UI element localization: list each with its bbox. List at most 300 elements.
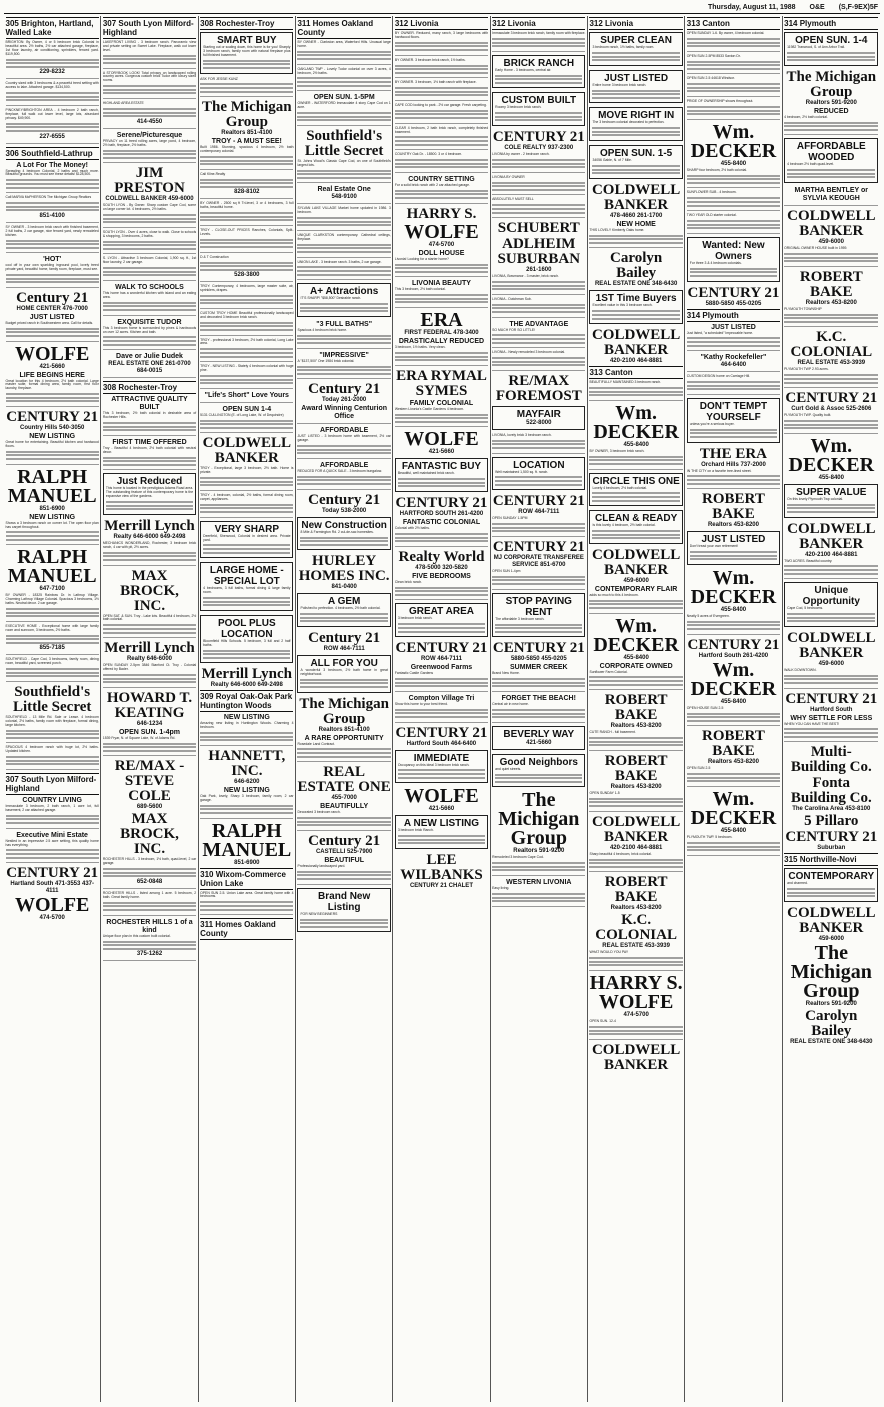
broker-logo — [492, 374, 585, 404]
broker-name: ROBERT BAKE — [702, 491, 765, 523]
ad-body: 34056 Gable, N. of 7 Mile. — [592, 158, 632, 163]
broker-logo — [687, 566, 780, 614]
classified-ad — [492, 457, 585, 491]
broker-name: CENTURY 21 — [492, 640, 585, 657]
ad-body: Don't tread your own retirement! — [689, 544, 739, 549]
broker-logo — [103, 569, 196, 614]
ad-text-lines — [687, 197, 780, 206]
broker-contact: Today 538-2000 — [322, 507, 367, 514]
ad-title: OPEN SUN. 1-4pm — [118, 728, 181, 736]
ad-title: 'HOT' — [43, 256, 62, 264]
ad-title: VERY SHARP — [214, 523, 280, 535]
section-heading: 313 Canton — [687, 17, 780, 30]
broker-name: CENTURY 21 — [785, 690, 878, 707]
ad-text-lines — [297, 51, 390, 60]
broker-name: ROBERT BAKE — [604, 874, 668, 906]
ad-title: WESTERN LIVONIA — [506, 879, 572, 887]
column-2 — [101, 16, 198, 1402]
classified-ad — [784, 187, 878, 206]
ad-body: TWO YEAR OLD starter colonial. — [686, 213, 737, 218]
ad-text-lines — [687, 842, 780, 851]
broker-contact: MJ CORPORATE TRANSFEREE SERVICE 851-6700 — [493, 554, 584, 568]
ad-title: LOCATION — [513, 459, 565, 471]
ad-phone: 548-9100 — [331, 194, 357, 201]
classified-ad — [297, 160, 390, 184]
classified-ad — [297, 321, 390, 349]
ad-title: OPEN SUN. 1-5PM — [313, 94, 375, 102]
ad-body: adds so much to this 4 bedroom. — [589, 592, 639, 597]
classified-ad — [6, 372, 99, 408]
ad-body: 8 Mile & Farmington Rd. 2 cul-de-sac homesites. — [300, 529, 374, 534]
broker-name: LEE WILBANKS — [400, 851, 483, 883]
broker-contact: Curt Gold & Assoc 525-2606 — [791, 406, 872, 413]
ad-body: Sharp beautiful 4 bedroom, brick colonial. — [589, 851, 652, 856]
broker-contact: Realty 646-6000 — [126, 656, 173, 663]
classified-ad — [492, 298, 585, 318]
ad-body: TROY - NEW LISTING - Stately 4 bedroom colonial with huge pine. — [200, 364, 294, 373]
ad-text-lines — [395, 414, 488, 423]
section-heading: 312 Livonia — [492, 17, 585, 30]
broker-contact: The Carolina Area 453-8100 — [792, 806, 871, 813]
ad-text-lines — [297, 244, 390, 253]
ad-title: AFFORDABLE — [320, 427, 369, 435]
classified-ad — [784, 715, 878, 743]
broker-logo — [687, 658, 780, 706]
ad-text-lines — [6, 123, 99, 132]
classified-ad — [589, 951, 682, 971]
ad-body: TROY: Contemporary, 4 bedrooms, large master suite, air, sprinklers, drapes. — [200, 284, 294, 293]
broker-logo — [297, 631, 390, 653]
ad-body: PLYMOUTH TOWNSHIP — [784, 306, 822, 311]
broker-contact: 5880-5850 455-0205 — [705, 300, 762, 307]
ad-text-lines — [200, 348, 293, 357]
classified-ad — [395, 750, 488, 784]
ad-text-lines — [203, 597, 290, 606]
column-1 — [4, 16, 101, 1402]
ad-body: This home is located in the prestigious Adams Road area. The outstanding feature of this contemporary home is the expansive view of the gardens. — [105, 486, 194, 499]
broker-contact: 646-6200 — [234, 778, 260, 785]
ad-text-lines — [103, 108, 196, 117]
ad-text-lines — [297, 266, 390, 275]
classified-ad — [200, 365, 293, 389]
broker-logo — [492, 791, 585, 855]
column-8 — [685, 16, 782, 1402]
classified-ad — [103, 542, 196, 566]
broker-logo — [395, 641, 488, 663]
ad-body: Roomy 3 bedroom brick ranch. — [495, 105, 542, 110]
ad-body: Remodeled 3 bedroom Cape Cod. — [492, 855, 544, 860]
section-heading: 311 Homes Oakland County — [200, 918, 293, 940]
classified-ad — [297, 234, 390, 258]
classified-ad — [395, 664, 488, 692]
section-heading: 308 Rochester-Troy — [103, 381, 196, 394]
ad-body: OPEN SUN 2-5PM 8533 Saxton Dr. — [686, 53, 741, 58]
broker-contact: 455-8400 — [720, 698, 747, 705]
ad-text-lines — [297, 77, 390, 86]
classified-ad — [784, 308, 878, 328]
ad-text-lines — [592, 90, 679, 99]
ad-body: 5131 CULLINGTON (E. of Long Lake, W. of Dequindre) — [200, 412, 284, 417]
ad-title: JUST LISTED — [29, 313, 75, 321]
broker-name: CENTURY 21 — [687, 636, 780, 653]
classified-ad — [103, 439, 196, 471]
broker-name: WOLFE — [404, 220, 479, 243]
ad-text-lines — [6, 756, 99, 765]
ad-text-lines — [103, 941, 196, 950]
classified-ad — [6, 746, 99, 770]
ad-text-lines — [395, 159, 488, 168]
broker-contact: FIRST FEDERAL 478-3400 — [404, 330, 479, 336]
broker-logo — [6, 465, 99, 513]
ad-title: SMART BUY — [217, 35, 277, 46]
ad-body: Rosedale Land Contract. — [297, 741, 335, 746]
ad-text-lines — [300, 919, 387, 928]
broker-name: Wm. DECKER — [690, 658, 777, 700]
broker-logo — [589, 251, 682, 288]
classified-ad — [589, 1020, 682, 1040]
ad-body: REDUCED FOR A QUICK SALE - 3 bedroom bungalow. — [297, 468, 382, 473]
broker-logo — [589, 875, 682, 912]
broker-contact: 841-0400 — [331, 584, 357, 591]
ad-text-lines — [787, 613, 875, 622]
ad-text-lines — [589, 456, 682, 465]
classified-ad — [687, 354, 780, 372]
broker-name: ADLHEIM SUBURBAN — [497, 236, 581, 268]
ad-body: Central air in new home. — [492, 702, 529, 706]
ad-body: This home has a wonderful kitchen with island and an eating area. — [102, 291, 197, 299]
ad-title: COUNTRY LIVING — [22, 797, 82, 805]
header-date: Thursday, August 11, 1988 — [708, 4, 796, 11]
ad-text-lines — [492, 576, 585, 585]
section-heading: 310 Wixom-Commerce Union Lake — [200, 868, 293, 890]
broker-logo — [297, 697, 390, 734]
classified-ad — [784, 868, 878, 902]
broker-name: MAX BROCK, INC. — [120, 567, 179, 614]
ad-phone: 414-4550 — [136, 118, 163, 125]
ad-body: Decorated 3 bedroom ranch. — [297, 810, 341, 815]
classified-ad — [589, 70, 682, 104]
ad-text-lines — [687, 106, 780, 115]
broker-contact: Orchard Hills 737-2000 — [701, 461, 766, 468]
broker-name: Merrill Lynch — [104, 517, 195, 534]
ad-body: Amazing new listing in Huntington Woods. Charming 4 bedroom. — [200, 721, 294, 730]
ad-text-lines — [103, 868, 196, 877]
classified-ad — [297, 462, 390, 490]
classified-ad — [103, 319, 196, 351]
classified-ad — [492, 856, 585, 876]
ad-body: Deerfield, Sherwood, Colonial in desired area. Private yard. — [203, 533, 291, 542]
ad-body: OPEN HOUSE SUN 2-5 — [686, 705, 724, 710]
classified-ad — [395, 603, 488, 637]
ad-text-lines — [200, 420, 293, 429]
ad-body: D & T Construction — [200, 254, 229, 259]
classified-ad — [395, 32, 488, 56]
classified-ad — [589, 107, 682, 141]
ad-body: BY OWNER - Clarkston area, Waterford Hills. Unusual large home. — [297, 40, 391, 48]
broker-logo — [687, 729, 780, 766]
ad-phone: 522-8000 — [526, 419, 552, 426]
ad-body: TROY - 4 bedroom, colonial, 2½ baths, formal dining room, carpet, appliances. — [200, 493, 294, 501]
ad-text-lines — [495, 112, 582, 121]
ad-body: A wonderful 3 bedroom, 2½ bath home in great neighborhood. — [300, 667, 388, 676]
broker-contact: Hartland South 471-3553 437-4111 — [10, 881, 95, 895]
ad-text-lines — [300, 303, 387, 312]
ad-text-lines — [495, 624, 582, 633]
broker-name: COLDWELL BANKER — [591, 546, 681, 578]
section-heading: 309 Royal Oak-Oak Park Huntington Woods — [200, 692, 293, 711]
broker-contact: Realty 646-6000 649-2498 — [210, 682, 283, 689]
ad-body: Excellent value in this 3 bedroom ranch. — [592, 303, 653, 308]
ad-text-lines — [297, 366, 390, 375]
classified-ad — [6, 658, 99, 682]
ad-text-lines — [395, 678, 488, 687]
broker-logo — [589, 328, 682, 365]
classified-ad — [589, 290, 682, 324]
broker-contact: Country Hills 540-3050 — [19, 425, 85, 432]
ad-text-lines — [6, 668, 99, 677]
broker-contact: 455-8400 — [720, 828, 747, 834]
ad-title: OPEN SUN. 1-4 — [795, 35, 868, 46]
classified-ad — [687, 100, 780, 120]
broker-contact: CASTELLI 525-7900 — [315, 848, 373, 855]
classified-ad — [200, 467, 293, 491]
broker-logo — [784, 434, 878, 482]
classified-ad — [589, 221, 682, 249]
broker-name: Southfield's Little Secret — [12, 683, 92, 715]
section-heading: 312 Livonia — [395, 17, 488, 30]
ad-body: Lovely 4 bedroom, 2½ bath colonial. — [592, 485, 647, 490]
broker-logo — [589, 401, 682, 449]
broker-contact: 420-2100 464-8881 — [609, 844, 663, 851]
broker-logo — [589, 815, 682, 852]
ad-title: NEW LISTING — [223, 714, 270, 722]
ad-text-lines — [6, 202, 99, 211]
broker-name: JIM PRESTON — [114, 165, 185, 197]
ad-body: LIVONIA - Newly remodeled 3 bedroom colonial. — [492, 350, 566, 355]
classified-ad — [297, 94, 390, 126]
classified-ad — [6, 41, 99, 79]
ad-title: "3 FULL BATHS" — [316, 320, 373, 328]
broker-contact: 455-8400 — [720, 160, 747, 167]
ad-text-lines — [687, 713, 780, 722]
broker-contact: 474-5700 — [623, 1012, 649, 1018]
ad-text-lines — [395, 264, 488, 273]
ad-text-lines — [784, 122, 878, 131]
ad-text-lines — [492, 862, 585, 871]
broker-logo — [200, 436, 293, 466]
ad-text-lines — [103, 552, 196, 561]
ad-text-lines — [592, 127, 679, 136]
ad-body: TROY - CLOSE-OUT PRICES Ranches, Colonials, Split-Levels. — [200, 228, 294, 236]
broker-contact: 420-2100 464-8881 — [805, 551, 858, 558]
ad-text-lines — [687, 83, 780, 92]
ad-text-lines — [203, 60, 290, 69]
ad-title: Just Reduced — [116, 476, 183, 488]
broker-contact: 261-1600 — [526, 267, 552, 274]
ad-body: Immaculate 3 bedroom, 2 bath ranch, 1 acre lot, full basement, 2 car attached garage. — [5, 804, 99, 812]
ad-body: Sunflower Farm Colonial. — [589, 669, 628, 674]
ad-body: Bloomfield Hills Schools. 5 bedroom, 3 full and 2 half baths. — [203, 638, 291, 647]
broker-contact: Hartford South 464-6400 — [406, 740, 477, 747]
classified-ad — [200, 892, 293, 916]
ad-text-lines — [300, 613, 387, 622]
broker-logo — [395, 496, 488, 518]
broker-logo — [589, 548, 682, 585]
classified-ad — [395, 127, 488, 151]
broker-contact: Realty 646-6000 649-2498 — [113, 533, 186, 540]
ad-body: TWO ACRES. Beautiful country. — [784, 558, 833, 563]
section-heading: 314 Plymouth — [687, 309, 780, 322]
broker-name: Carolyn Bailey — [805, 1007, 858, 1039]
ad-body: Country sized with 3 bedrooms & a peaceful treed setting with access to lake. Attached garage. $134,500. — [5, 81, 99, 90]
classified-ad — [395, 280, 488, 308]
ad-text-lines — [200, 805, 293, 814]
classified-ad — [395, 338, 488, 366]
ad-title: LARGE HOME - SPECIAL LOT — [209, 565, 284, 588]
classified-ad — [200, 615, 293, 664]
ad-body: Budget priced ranch in Southwestern area. Call for details. — [5, 320, 94, 325]
ad-body: 4 bedrooms, 3 full baths, formal dining & large family room. — [203, 586, 291, 595]
broker-logo — [784, 776, 878, 813]
broker-logo — [589, 913, 682, 950]
ad-title: WHY SETTLE FOR LESS — [790, 714, 873, 722]
broker-logo — [200, 749, 293, 786]
ad-body: OPEN SUN 2-5 — [686, 766, 711, 771]
ad-body: and quiet streets. — [495, 766, 522, 771]
classified-ad — [200, 78, 293, 98]
ad-body: OAKLAND TWP - Lovely Tudor colonial on over 3 acres, 4 bedroom, 2½ baths. — [297, 66, 391, 75]
broker-name: RALPH MANUEL — [7, 465, 97, 507]
ad-body: SPACIOUS 4 bedroom ranch with huge lot, 2½ baths. Updated kitchen. — [5, 745, 99, 754]
classified-ad — [589, 663, 682, 691]
ad-title: IMMEDIATE — [413, 752, 470, 764]
ad-body: PLYMOUTH TWP. 5 bedroom. — [686, 835, 733, 839]
ad-body: LIVONIA by owner - 2 bedroom ranch. — [492, 152, 550, 157]
broker-logo — [492, 540, 585, 569]
ad-body: ABSOLUTELY MUST SELL — [492, 197, 534, 202]
classified-ad — [395, 176, 488, 204]
broker-logo — [6, 548, 99, 593]
broker-name: CENTURY 21 — [492, 493, 585, 510]
ad-text-lines — [687, 773, 780, 782]
ad-title: DOLL HOUSE — [418, 249, 465, 257]
ad-title: TROY - A MUST SEE! — [211, 138, 282, 146]
broker-name: Wm. DECKER — [788, 434, 875, 476]
ad-body: Starting out or scaling down, this home is for you! Sharply 3 bedroom ranch, family room with natural fireplace plus full finished basement. — [203, 45, 291, 57]
ad-body: Oak Park, lovely, Sharp 3 bedroom, family room, 2 car garage. — [200, 793, 294, 802]
ad-body: On this lovely Plymouth Twp colonial. — [787, 496, 844, 501]
classified-ad — [784, 138, 878, 183]
ad-text-lines — [787, 52, 875, 61]
ad-body: S. LYON - Attractive 3 bedroom Colonial, 1,900 sq. ft., 1st floor laundry, 2 car garage. — [102, 256, 197, 265]
classified-ad — [687, 531, 780, 565]
ad-body: Clean brick ranch. — [394, 579, 423, 584]
classified-ad — [6, 594, 99, 622]
broker-name: CENTURY 21 — [6, 409, 99, 426]
ad-text-lines — [6, 608, 99, 617]
classified-ad — [589, 792, 682, 812]
ad-body: CUSTOM DESIGN home on Carriage Hill. — [686, 374, 751, 379]
broker-name: WOLFE — [14, 894, 90, 917]
ad-text-lines — [492, 709, 585, 718]
broker-name: CENTURY 21 — [492, 129, 585, 146]
broker-logo — [589, 754, 682, 791]
classified-ad — [492, 664, 585, 692]
broker-logo — [6, 866, 99, 895]
classified-ad — [687, 470, 780, 490]
broker-contact: 459-6000 — [623, 577, 649, 584]
ad-title: CIRCLE THIS ONE — [592, 475, 680, 487]
ad-title: Award Winning Centurion Office — [301, 405, 388, 421]
ad-phone: REAL ESTATE ONE 261-0700 684-0015 — [108, 361, 191, 375]
broker-logo — [103, 759, 196, 811]
broker-logo — [200, 667, 293, 689]
ad-text-lines — [297, 335, 390, 344]
ad-text-lines — [200, 477, 293, 486]
classified-ad — [492, 92, 585, 126]
classified-ad — [103, 396, 196, 436]
classified-ad — [492, 754, 585, 788]
ad-title: DON'T TEMPT YOURSELF — [699, 400, 768, 423]
ad-text-lines — [103, 267, 196, 276]
ad-text-lines — [6, 274, 99, 283]
ad-body: SYLVAN LAKE VILLAGE Market home updated in 1986. 3 bedroom. — [297, 206, 391, 215]
broker-logo — [784, 745, 878, 775]
classified-ad — [200, 312, 293, 336]
ad-title: A+ Attractions — [310, 286, 379, 298]
ad-title: OPEN SUN. 1-5 — [600, 148, 673, 160]
ad-body: 3 bedroom, 1½ baths. Very clean. — [394, 345, 446, 349]
ad-body: TROY - professional 3 bedroom, 2½ bath colonial, Long Lake area. — [200, 337, 294, 346]
broker-contact: 459-6000 — [818, 935, 844, 942]
classified-ad — [687, 398, 780, 443]
ad-text-lines — [492, 182, 585, 191]
classified-ad — [492, 55, 585, 89]
broker-name: CENTURY 21 — [785, 829, 878, 846]
broker-name: CENTURY 21 — [492, 538, 585, 555]
broker-contact: Realtors 453-8200 — [610, 783, 662, 790]
broker-name: WOLFE — [404, 428, 479, 451]
ad-text-lines — [200, 901, 293, 910]
ad-body: This 3 bedroom, 2½ bath colonial. — [394, 287, 446, 292]
ad-body: BRIGHTON: By Owner, 4 or 5 bedroom brick Colonial in beautiful area. 2½ baths, 2½ car attached garage, fireplace, 1st floor laundry, air conditioning, sprinklers, fenced yard. $119,500. — [5, 40, 99, 56]
ad-text-lines — [589, 1026, 682, 1035]
broker-contact: HOME CENTER 476-7000 — [16, 305, 88, 312]
ad-title: "Life's Short" Love Yours — [204, 391, 289, 399]
broker-logo — [784, 906, 878, 943]
classified-ad — [395, 458, 488, 492]
ad-title: CONTEMPORARY FLAIR — [594, 585, 678, 593]
broker-logo — [784, 209, 878, 246]
classified-ad — [103, 919, 196, 962]
ad-text-lines — [492, 204, 585, 213]
ad-phone: 855-7185 — [39, 645, 65, 652]
ad-title: Executive Mini Estate — [16, 831, 88, 839]
ad-body: 11982 Tranwood, S. of Ann Arbor Trail. — [787, 45, 846, 49]
ad-text-lines — [395, 294, 488, 303]
broker-name: K.C. COLONIAL — [595, 912, 677, 944]
ad-text-lines — [592, 165, 679, 174]
broker-name: ROBERT BAKE — [799, 268, 863, 300]
ad-title: THE ADVANTAGE — [509, 320, 569, 328]
ad-body: Great home for entertaining. Beautiful kitchen and hardwood floors. — [5, 440, 99, 448]
ad-title: CLEAN & READY — [595, 513, 678, 525]
ad-text-lines — [690, 551, 777, 560]
broker-name: Wm. DECKER — [593, 401, 679, 443]
ad-body: The affordable 3 bedroom ranch. — [495, 616, 545, 621]
broker-contact: Realtors 453-8200 — [610, 723, 662, 730]
ad-body: CLEAR 4 bedroom, 2 bath brick ranch, completely finished basement. — [394, 125, 489, 134]
